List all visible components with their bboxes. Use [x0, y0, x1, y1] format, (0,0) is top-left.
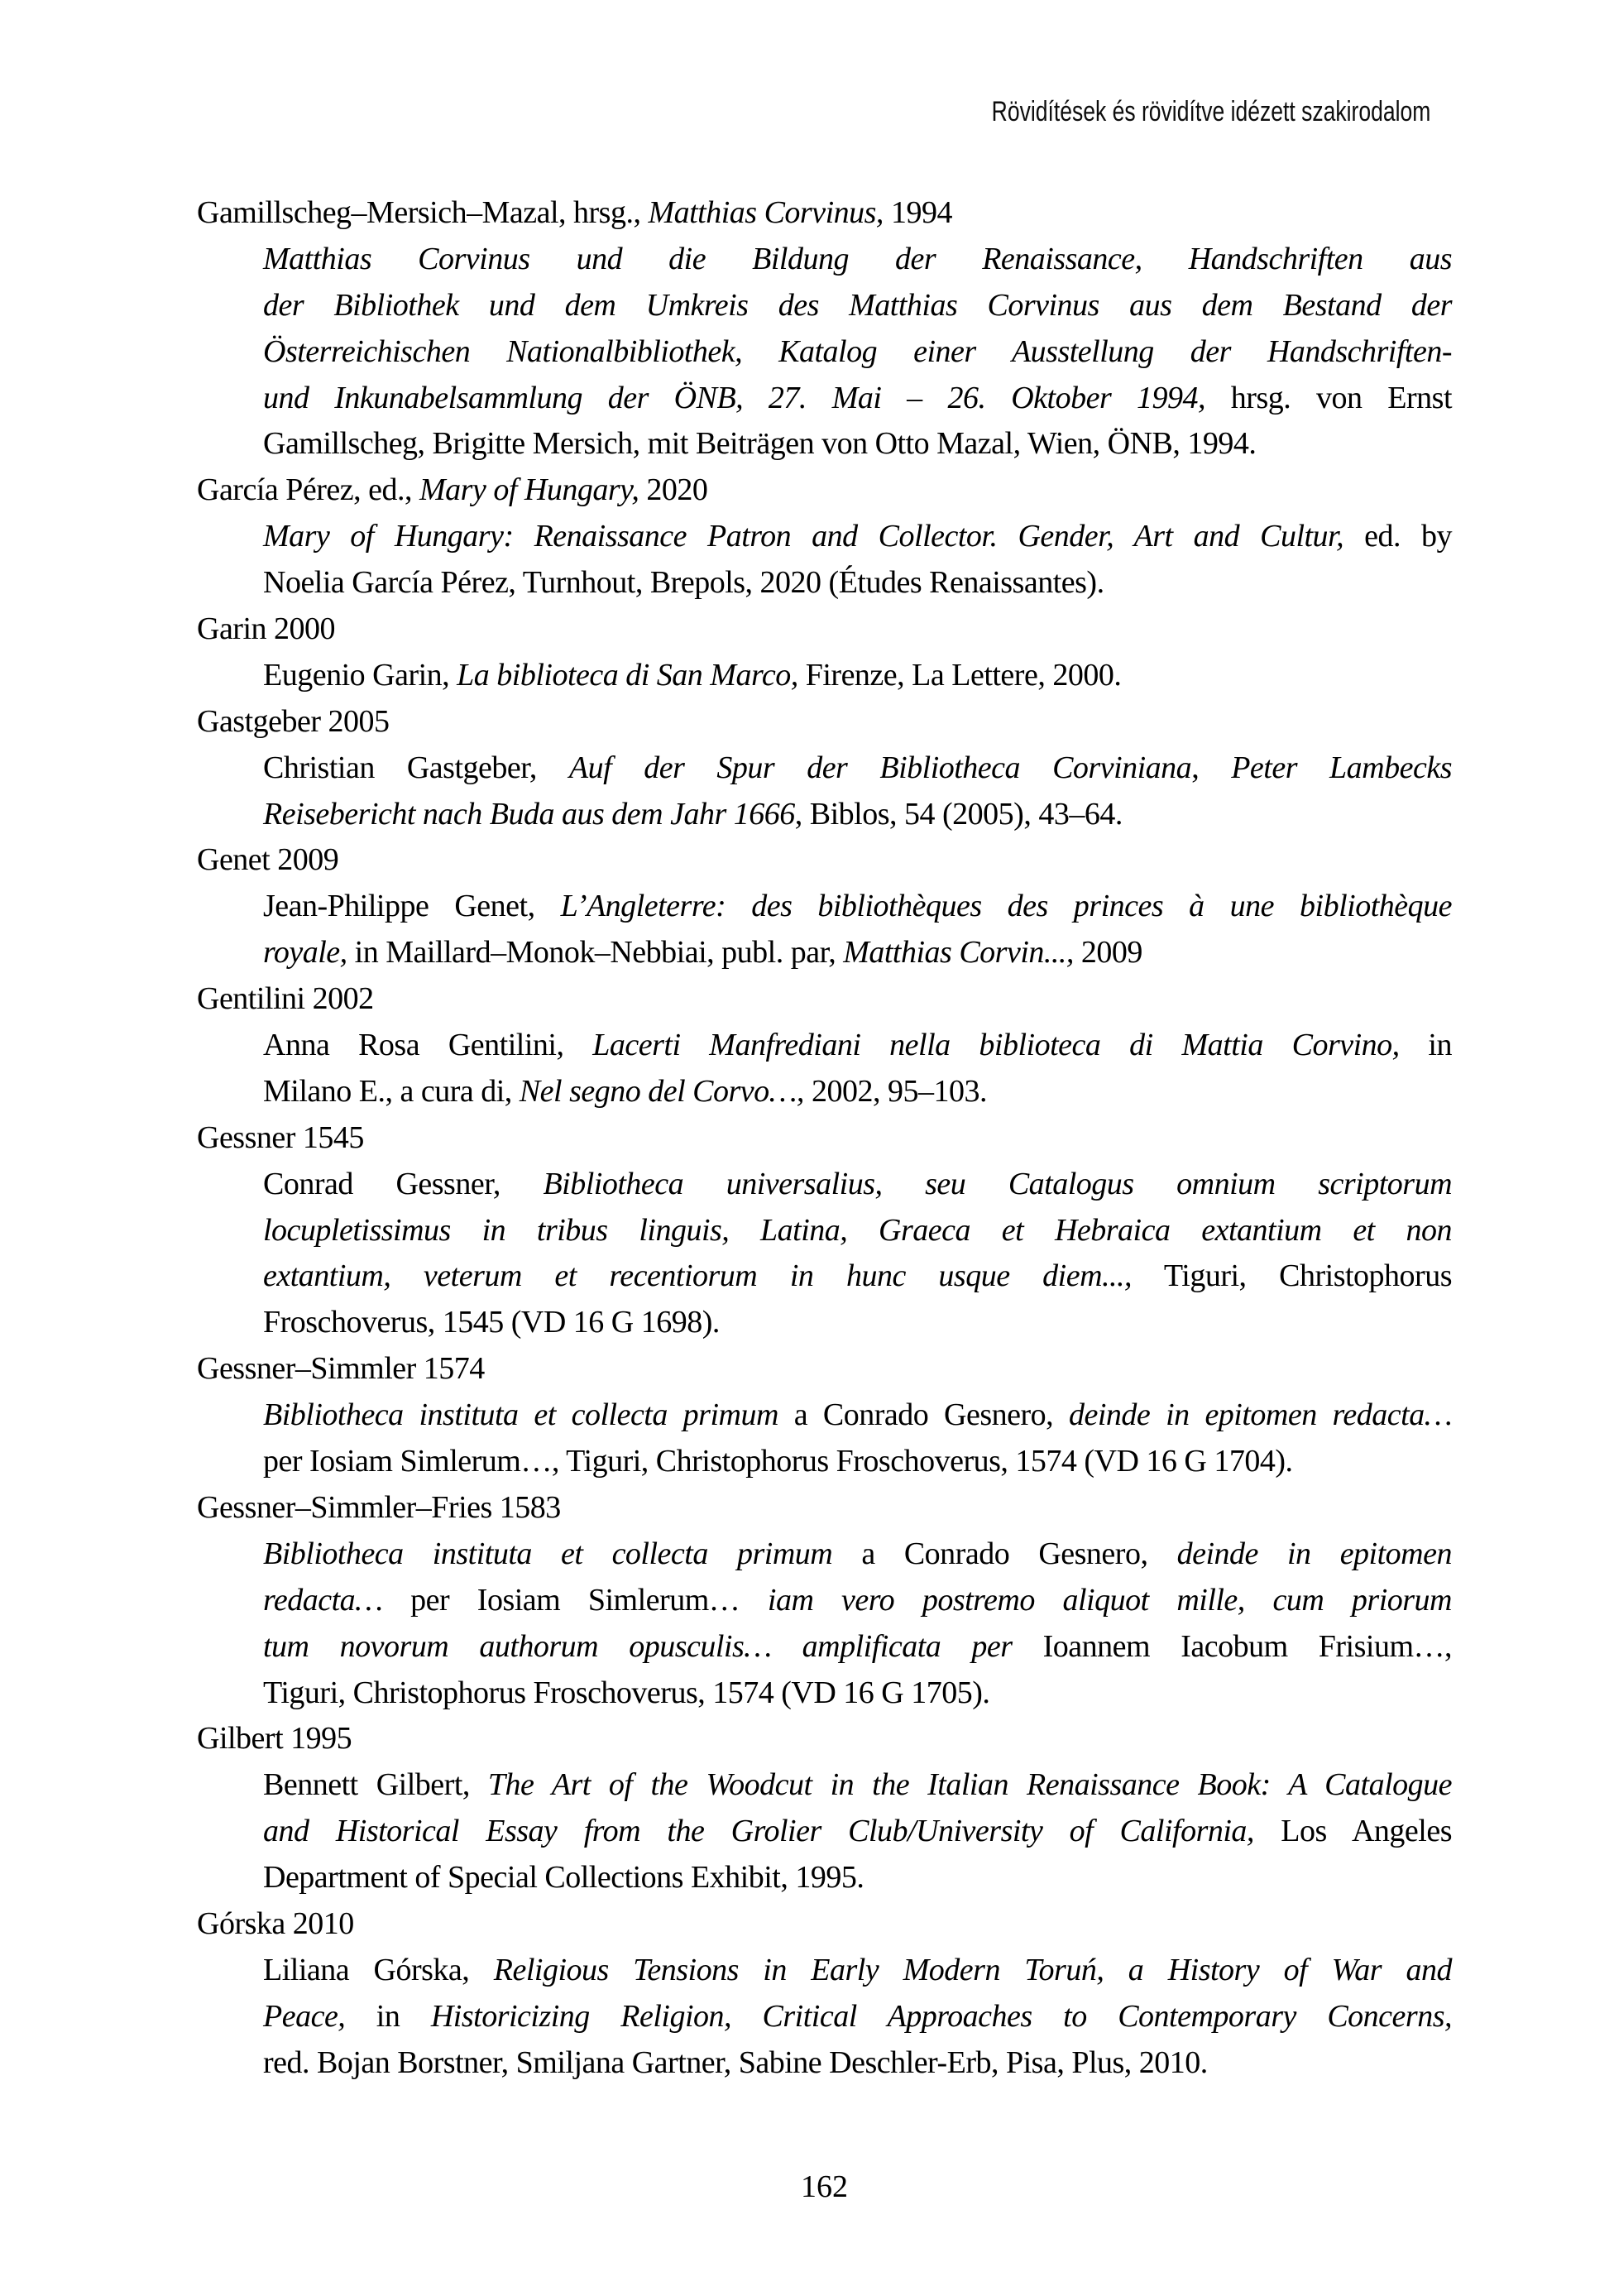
text-segment: , — [1191, 750, 1232, 785]
italic-text-segment: locupletissimus in tribus linguis, Latina, Graeca et Hebraica extantium et non — [263, 1212, 1452, 1248]
text-segment: Gessner–Simmler–Fries 1583 — [197, 1489, 561, 1525]
entry-line — [197, 1670, 1452, 1717]
bib-entry — [197, 1901, 1452, 2087]
entry-heading — [197, 976, 1452, 1023]
italic-text-segment: Historicizing Religion, Critical Approaches to Contemporary Concerns, — [430, 1998, 1452, 2034]
italic-text-segment: tum novorum authorum opusculis… amplificata per — [263, 1628, 1013, 1664]
italic-text-segment: royale, — [263, 935, 347, 971]
text-segment: Gessner 1545 — [197, 1119, 364, 1155]
text-segment: , Biblos, 54 (2005), 43–64. — [794, 796, 1123, 832]
bib-entry — [197, 837, 1452, 976]
italic-text-segment: Bibliotheca instituta et collecta primum — [263, 1397, 778, 1433]
entry-line — [197, 560, 1452, 606]
entry-line — [197, 1531, 1452, 1578]
italic-text-segment: deinde in epitomen redacta… — [1068, 1397, 1452, 1433]
entry-line — [197, 237, 1452, 283]
italic-text-segment: L’Angleterre: des bibliothèques des princes à une bibliothèque — [560, 889, 1452, 924]
italic-text-segment: Mary of Hungary: Renaissance Patron and Collector. Gender, Art and Cultur, — [263, 519, 1344, 554]
entry-line — [197, 1624, 1452, 1670]
bib-entry — [197, 976, 1452, 1115]
text-segment: Gilbert 1995 — [197, 1721, 352, 1757]
italic-text-segment: La biblioteca di San Marco, — [457, 657, 798, 693]
text-segment: Anna Rosa Gentilini, — [263, 1028, 593, 1063]
entry-heading — [197, 1485, 1452, 1531]
entry-line — [197, 1162, 1452, 1208]
entry-heading — [197, 1346, 1452, 1392]
italic-text-segment: Matthias Corvin..., — [843, 935, 1074, 971]
italic-text-segment: iam vero postremo aliquot mille, cum priorum — [767, 1582, 1452, 1618]
running-head: Rövidítések és rövidítve idézett szakirodalom — [991, 96, 1430, 127]
entry-line — [197, 1809, 1452, 1855]
entry-line — [197, 421, 1452, 467]
bib-entry — [197, 190, 1452, 467]
italic-text-segment: Nel segno del Corvo…, — [519, 1073, 804, 1109]
italic-text-segment: Matthias Corvinus, — [648, 195, 884, 230]
text-segment: Liliana Górska, — [263, 1952, 494, 1987]
text-segment: Froschoverus, 1545 (VD 16 G 1698). — [263, 1305, 720, 1340]
italic-text-segment: und Inkunabelsammlung der ÖNB, 27. Mai – 26. Oktober 1994, — [263, 380, 1206, 415]
text-segment: a Conrado Gesnero, — [778, 1397, 1069, 1433]
italic-text-segment: Lacerti Manfrediani nella biblioteca di Mattia Corvino, — [592, 1028, 1400, 1063]
entry-line — [197, 1762, 1452, 1809]
italic-text-segment: redacta… — [263, 1582, 383, 1618]
text-segment: Department of Special Collections Exhibit, 1995. — [263, 1860, 864, 1896]
entry-line — [197, 792, 1452, 838]
text-segment: Genet 2009 — [197, 842, 339, 878]
text-segment: red. Bojan Borstner, Smiljana Gartner, Sabine Deschler-Erb, Pisa, Plus, 2010. — [263, 2044, 1208, 2080]
entry-heading — [197, 699, 1452, 745]
text-segment: Conrad Gessner, — [263, 1166, 544, 1201]
entry-line — [197, 884, 1452, 930]
entry-line — [197, 930, 1452, 976]
bib-entry — [197, 699, 1452, 838]
text-segment: 2009 — [1073, 935, 1142, 971]
text-segment: ed. by — [1343, 519, 1452, 554]
text-segment: Christian Gastgeber, — [263, 750, 569, 785]
entry-line — [197, 376, 1452, 422]
entry-line — [197, 1392, 1452, 1439]
text-segment: 2020 — [639, 472, 708, 508]
text-segment: in Maillard–Monok–Nebbiai, publ. par, — [347, 935, 844, 971]
entry-line — [197, 1578, 1452, 1624]
entry-line — [197, 1948, 1452, 1994]
bib-entry — [197, 1485, 1452, 1716]
entry-heading — [197, 467, 1452, 514]
entry-line — [197, 653, 1452, 699]
italic-text-segment: Reisebericht nach Buda aus dem Jahr 1666 — [263, 796, 795, 832]
text-segment: Gamillscheg–Mersich–Mazal, hrsg., — [197, 195, 649, 230]
italic-text-segment: Bibliotheca instituta et collecta primum — [263, 1536, 833, 1571]
italic-text-segment: Mary of Hungary, — [419, 472, 639, 508]
bib-entry — [197, 467, 1452, 606]
entry-heading — [197, 1115, 1452, 1162]
italic-text-segment: deinde in epitomen — [1176, 1536, 1452, 1571]
text-segment: in — [1399, 1028, 1452, 1063]
entry-line — [197, 1439, 1452, 1485]
text-segment: Eugenio Garin, — [263, 657, 457, 693]
entry-line — [197, 329, 1452, 376]
italic-text-segment: Matthias Corvinus und die Bildung der Renaissance, Handschriften aus — [263, 241, 1452, 276]
text-segment: per Iosiam Simlerum…, Tiguri, Christophorus Froschoverus, 1574 (VD 16 G 1704). — [263, 1444, 1293, 1479]
italic-text-segment: Bibliotheca universalius, seu Catalogus omnium scriptorum — [543, 1166, 1453, 1201]
text-segment: in — [345, 1998, 431, 2034]
italic-text-segment: The Art of the Woodcut in the Italian Renaissance Book: A Catalogue — [487, 1767, 1452, 1803]
text-segment: Bennett Gilbert, — [263, 1767, 488, 1803]
entry-heading — [197, 1901, 1452, 1948]
text-segment: Ioannem Iacobum Frisium…, — [1012, 1628, 1452, 1664]
italic-text-segment: Religious Tensions in Early Modern Toruń, a History of War and — [493, 1952, 1453, 1987]
text-segment: Gentilini 2002 — [197, 981, 374, 1017]
entry-heading — [197, 1716, 1452, 1762]
text-segment: per Iosiam Simlerum… — [382, 1582, 768, 1618]
text-segment: hrsg. von Ernst — [1205, 380, 1453, 415]
entry-line — [197, 1023, 1452, 1069]
text-segment: Gamillscheg, Brigitte Mersich, mit Beiträgen von Otto Mazal, Wien, ÖNB, 1994. — [263, 426, 1257, 462]
text-segment: 2002, 95–103. — [803, 1073, 987, 1109]
entry-line — [197, 1253, 1452, 1300]
italic-text-segment: Österreichischen Nationalbibliothek, Katalog einer Ausstellung der Handschriften- — [263, 333, 1452, 369]
entry-line — [197, 1855, 1452, 1901]
text-segment: Tiguri, Christophorus Froschoverus, 1574 (VD 16 G 1705). — [263, 1675, 990, 1710]
entry-line — [197, 1208, 1452, 1254]
italic-text-segment: Peace, — [263, 1998, 346, 2034]
entry-heading — [197, 606, 1452, 653]
italic-text-segment: Auf der Spur der Bibliotheca Corviniana — [568, 750, 1192, 785]
text-segment: Jean-Philippe Genet, — [263, 889, 561, 924]
bib-entry — [197, 1115, 1452, 1346]
text-segment: Garin 2000 — [197, 611, 336, 647]
text-segment: Milano E., a cura di, — [263, 1073, 520, 1109]
entry-line — [197, 514, 1452, 560]
entry-line — [197, 1069, 1452, 1115]
text-segment: a Conrado Gesnero, — [832, 1536, 1177, 1571]
italic-text-segment: extantium, veterum et recentiorum in hunc usque diem..., — [263, 1258, 1133, 1294]
bib-entry — [197, 1346, 1452, 1485]
entry-heading — [197, 837, 1452, 884]
bib-entry — [197, 606, 1452, 699]
text-segment: Noelia García Pérez, Turnhout, Brepols, 2020 (Études Renaissantes). — [263, 565, 1104, 601]
text-segment: Firenze, La Lettere, 2000. — [797, 657, 1122, 693]
entry-line — [197, 1300, 1452, 1346]
entry-line — [197, 2040, 1452, 2087]
italic-text-segment: and Historical Essay from the Grolier Club/University of California, — [263, 1814, 1254, 1849]
text-segment: Gessner–Simmler 1574 — [197, 1351, 485, 1387]
bib-entry — [197, 1716, 1452, 1901]
text-segment: 1994 — [883, 195, 952, 230]
entry-line — [197, 1994, 1452, 2040]
italic-text-segment: Peter Lambecks — [1231, 750, 1452, 785]
text-segment: Los Angeles — [1253, 1814, 1452, 1849]
text-segment: García Pérez, ed., — [197, 472, 420, 508]
italic-text-segment: der Bibliothek und dem Umkreis des Matthias Corvinus aus dem Bestand der — [263, 287, 1452, 323]
entry-line — [197, 745, 1452, 792]
bibliography — [197, 190, 1452, 2087]
entry-line — [197, 283, 1452, 329]
text-segment: Górska 2010 — [197, 1905, 354, 1941]
entry-heading — [197, 190, 1452, 237]
text-segment: Gastgeber 2005 — [197, 703, 390, 739]
page-number: 162 — [801, 2169, 848, 2204]
text-segment: Tiguri, Christophorus — [1132, 1258, 1452, 1294]
